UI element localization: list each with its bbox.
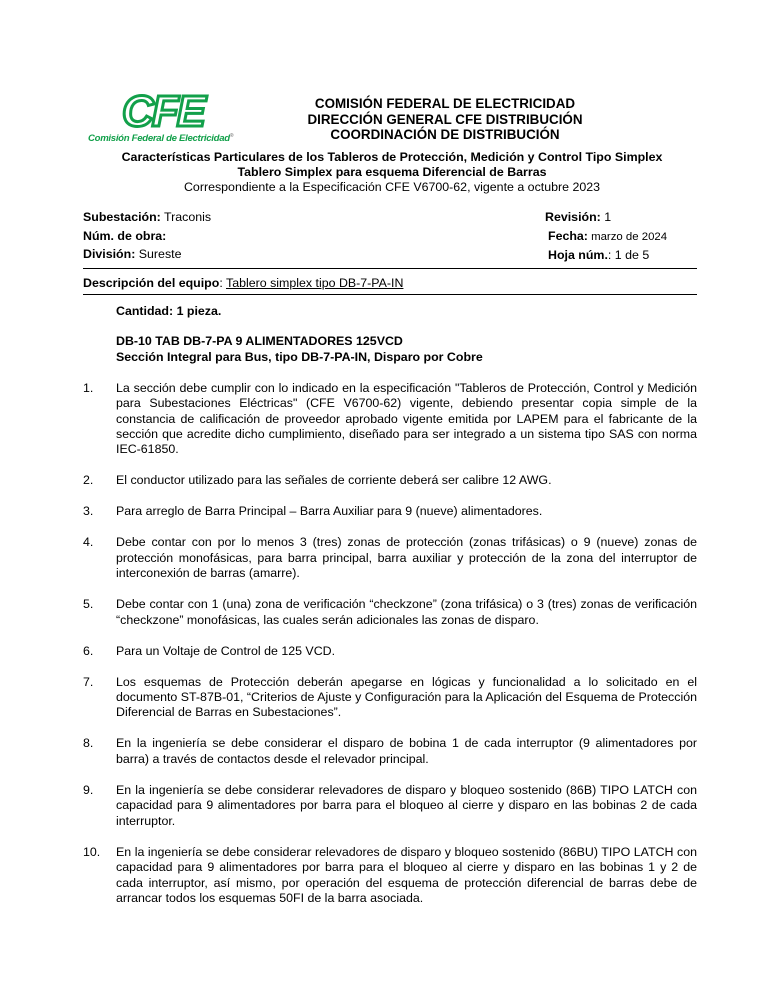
- meta-value: 1 de 5: [611, 248, 650, 262]
- list-item: [83, 535, 697, 581]
- meta-label: Subestación:: [83, 210, 161, 224]
- meta-value: Sureste: [135, 247, 182, 261]
- meta-value: marzo de 2024: [587, 230, 668, 243]
- product-description: Sección Integral para Bus, tipo DB-7-PA-IN, Disparo por Cobre: [116, 349, 483, 364]
- quantity: Cantidad: 1 pieza.: [116, 304, 222, 318]
- item-number: 9.: [83, 782, 94, 797]
- item-text: La sección debe cumplir con lo indicado en la especificación "Tableros de Protección, Control y Medición para Subestaciones Eléctricas" (CFE V6700-62) vigente, debiendo presentar copia simple de la constancia de calificación de proveedor aprobado vigente emitida por LAPEM para el fabricante de la sección que acredite dicho cumplimiento, diseñado para ser integrado a un sistema tipo SAS con norma IEC-61850.: [116, 380, 697, 457]
- item-number: 2.: [83, 473, 94, 488]
- item-text: En la ingeniería se debe considerar relevadores de disparo y bloqueo sostenido (86BU) TIPO LATCH con capacidad para 9 alimentadores por barra para el bloqueo al cierre y disparo en las bobinas 1 y 2 de cada interruptor, así mismo, por operación del esquema de protección diferencial de barras debe de arrancar todos los esquemas 50FI de la barra asociada.: [116, 844, 697, 905]
- item-number: 3.: [83, 504, 94, 519]
- list-item: [83, 783, 697, 829]
- item-number: 8.: [83, 736, 94, 751]
- product-code: DB-10 TAB DB-7-PA 9 ALIMENTADORES 125VCD: [116, 334, 403, 349]
- divider: [83, 268, 697, 269]
- item-text: En la ingeniería se debe considerar el disparo de bobina 1 de cada interruptor (9 alimentadores por barra) a través de contactos desde el relevador principal.: [116, 736, 697, 766]
- meta-label: Hoja núm.: [548, 248, 608, 262]
- item-text: En la ingeniería se debe considerar relevadores de disparo y bloqueo sostenido (86B) TIPO LATCH con capacidad para 9 alimentadores por barra para el bloqueo al cierre y disparo en las bobinas 2 de cada interruptor.: [116, 782, 697, 828]
- cfe-logo-subtitle-text: Comisión Federal de Electricidad: [88, 133, 230, 145]
- cfe-logo-mark: CFE: [122, 87, 204, 136]
- meta-label: Revisión:: [545, 210, 601, 224]
- meta-value: Traconis: [160, 210, 212, 224]
- list-item: [83, 473, 697, 488]
- item-number: 6.: [83, 643, 94, 658]
- meta-label: Fecha:: [548, 228, 588, 243]
- list-item: [83, 675, 697, 721]
- item-text: Debe contar con 1 (una) zona de verificación “checkzone” (zona trifásica) o 3 (tres) zonas de verificación “checkzone” monofásicas, las cuales serán adicionales las zonas de disparo.: [116, 597, 697, 627]
- equipment-description: [83, 276, 403, 290]
- org-line: DIRECCIÓN GENERAL CFE DISTRIBUCIÓN: [307, 111, 583, 127]
- item-number: 10.: [83, 844, 101, 859]
- item-text: Debe contar con por lo menos 3 (tres) zonas de protección (zonas trifásicas) o 9 (nueve) zonas de protección monofásicas, para barra principal, barra auxiliar y protección de la zona del interruptor de interconexión de barras (amarre).: [116, 535, 697, 581]
- meta-revision: [545, 208, 667, 227]
- description-value: Tablero simplex tipo DB-7-PA-IN: [226, 276, 404, 290]
- meta-hoja: [545, 246, 667, 265]
- cfe-logo: [88, 87, 234, 146]
- item-number: 7.: [83, 674, 94, 689]
- list-item: [83, 381, 697, 458]
- item-number: 4.: [83, 535, 94, 550]
- subtitle-line: Tablero Simplex para esquema Diferencial de Barras: [237, 165, 547, 179]
- list-item: [83, 504, 697, 519]
- registered-mark: ®: [229, 133, 234, 139]
- description-separator: :: [219, 276, 226, 290]
- meta-subestacion: [83, 208, 211, 227]
- meta-value: 1: [600, 210, 612, 224]
- org-line: COORDINACIÓN DE DISTRIBUCIÓN: [330, 127, 560, 142]
- intro-block: [83, 304, 697, 365]
- title-line: Características Particulares de los Tableros de Protección, Medición y Control Tipo Simplex: [121, 150, 663, 164]
- cfe-logo-subtitle: [88, 133, 233, 144]
- list-item: [83, 597, 697, 628]
- list-item: [83, 644, 697, 659]
- requirements-list: [83, 381, 697, 907]
- document-title: [80, 150, 704, 195]
- item-text: Los esquemas de Protección deberán apegarse en lógicas y funcionalidad a lo solicitado en el documento ST-87B-01, “Criterios de Ajuste y Configuración para la Aplicación del Esquema de Protección Diferencial de Barras en Subestaciones”.: [116, 674, 697, 720]
- item-text: Para un Voltaje de Control de 125 VCD.: [116, 643, 336, 658]
- item-text: El conductor utilizado para las señales de corriente deberá ser calibre 12 AWG.: [116, 473, 552, 488]
- meta-right: [545, 208, 667, 265]
- list-item: [83, 845, 697, 907]
- meta-num-obra: [83, 227, 211, 246]
- description-label: Descripción del equipo: [83, 276, 220, 290]
- meta-label: División:: [83, 247, 136, 261]
- document-body: [83, 304, 697, 906]
- meta-left: [83, 208, 211, 264]
- item-number: 1.: [83, 380, 94, 395]
- divider: [83, 294, 697, 295]
- organization-header: [280, 96, 610, 143]
- org-line: COMISIÓN FEDERAL DE ELECTRICIDAD: [314, 96, 576, 111]
- meta-label: Núm. de obra:: [83, 228, 167, 243]
- list-item: [83, 736, 697, 767]
- item-text: Para arreglo de Barra Principal – Barra Auxiliar para 9 (nueve) alimentadores.: [116, 504, 543, 519]
- item-number: 5.: [83, 597, 94, 612]
- spec-line: Correspondiente a la Especificación CFE V6700-62, vigente a octubre 2023: [183, 180, 601, 194]
- meta-fecha: [545, 227, 667, 247]
- meta-division: [83, 245, 211, 264]
- meta-label-suffix: :: [607, 248, 612, 262]
